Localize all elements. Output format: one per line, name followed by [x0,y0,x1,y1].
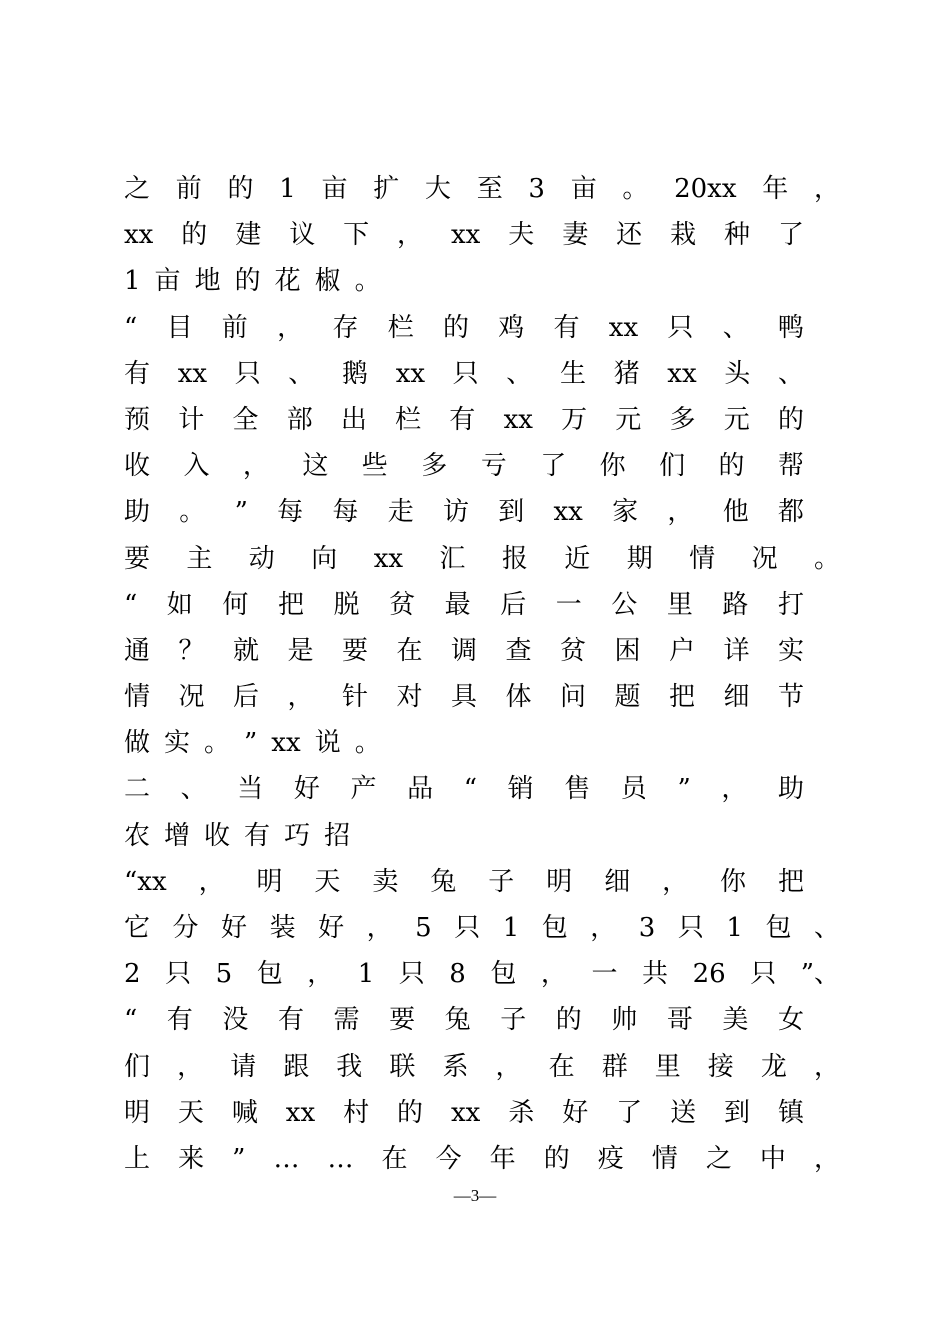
text-token: 的 [227,174,254,204]
text-token: 实 [164,728,191,759]
text-token: 好 [562,1097,589,1128]
text-token: 节 [778,682,805,713]
text-token: xx [608,312,639,343]
text-token: 的 [181,220,208,251]
text-token: 走 [387,497,414,528]
text-token: 、 [288,358,315,389]
text-token: 的 [234,266,261,297]
text-token: 题 [614,682,641,713]
text-token: 每 [332,497,359,528]
text-token: 天 [314,866,341,897]
text-token: 亩 [570,174,597,204]
text-token: 需 [333,1005,360,1036]
text-token: 近 [564,543,591,574]
text-token: 打 [778,589,805,620]
text-token: 2 [124,959,141,990]
text-token: 扩 [373,174,400,204]
text-token: 销 [507,774,534,805]
text-token: 猪 [613,358,640,389]
text-token: 村 [343,1097,370,1128]
text-token: 包 [256,959,283,990]
text-token: 1 [357,959,375,990]
text-token: 把 [669,682,696,713]
text-token: 栽 [670,220,697,251]
text-token: 出 [340,404,367,435]
text-token: 里 [654,1051,681,1082]
text-token: 了 [778,220,805,251]
text-token: ， [287,682,314,713]
text-token: 情 [124,682,151,713]
text-token: 龙 [760,1051,787,1082]
text-token: 议 [289,220,316,251]
text-token: 好 [293,774,320,805]
text-token: 你 [599,451,626,482]
text-token: “ [124,1005,138,1036]
text-token: 喊 [231,1097,258,1128]
text-token: 后 [233,682,260,713]
text-token: 1 [502,913,520,943]
text-token: 有 [449,404,476,435]
text-token: 计 [178,404,205,435]
text-token: 卖 [372,866,399,897]
text-token: 到 [498,497,525,528]
text-token: 只 [677,913,704,943]
text-token: 元 [723,404,750,435]
text-token: 农 [124,820,151,851]
text-token: 26 [692,959,726,990]
text-line [124,951,844,997]
text-token: 镇 [778,1097,805,1128]
text-token: xx [667,358,697,389]
text-token: 里 [666,589,693,620]
text-token: 好 [318,913,345,943]
text-token: 多 [669,404,696,435]
text-token: 哥 [666,1005,693,1036]
text-token: 招 [324,820,351,851]
text-token: xx [124,220,154,251]
text-token: 帅 [611,1005,638,1036]
text-token: 员 [620,774,647,805]
text-line [124,166,844,212]
text-token: 只 [234,358,261,389]
text-token: 要 [342,635,369,666]
text-token: 来 [178,1143,205,1174]
text-token: 跟 [283,1051,310,1082]
text-token: 地 [194,266,221,297]
text-token: 二 [124,774,151,805]
text-token: ” [677,774,691,805]
text-token: 3 [528,174,545,204]
text-token: 助 [124,497,151,528]
text-token: … [327,1143,354,1174]
text-token: 疫 [597,1143,624,1174]
text-token: 之 [124,174,151,204]
text-token: 亏 [480,451,507,482]
text-line [124,859,844,905]
text-token: 说 [314,728,341,759]
text-token: 详 [723,635,750,666]
text-token: 万 [561,404,588,435]
text-token: 他 [722,497,749,528]
text-token: 了 [540,451,567,482]
text-token: 到 [724,1097,751,1128]
text-token: 的 [555,1005,582,1036]
text-token: 子 [488,866,515,897]
text-token: 系 [442,1051,469,1082]
text-token: 针 [342,682,369,713]
text-token: 况 [751,543,778,574]
body-text [124,166,844,1182]
text-token: 1 [124,266,141,297]
text-token: 包 [765,913,792,943]
text-token: 最 [444,589,471,620]
text-token: ” [232,1143,246,1174]
text-token: 一 [555,589,582,620]
text-token: 助 [778,774,805,805]
text-token: 前 [221,312,248,343]
text-token: 些 [361,451,388,482]
text-token: 建 [235,220,262,251]
text-token: 下 [343,220,370,251]
text-token: 、 [722,312,749,343]
text-token: 亩 [321,174,348,204]
text-token: ， [198,866,225,897]
text-token: 增 [164,820,191,851]
text-token: 路 [722,589,749,620]
text-line [124,489,844,535]
text-token: 只 [165,959,192,990]
text-token: 种 [724,220,751,251]
text-token: 今 [435,1143,462,1174]
text-token: 汇 [439,543,466,574]
text-token: 况 [178,682,205,713]
text-token: 椒 [314,266,341,297]
text-token: xx [271,728,301,759]
text-token: 头 [724,358,751,389]
text-token: xx [373,543,404,574]
text-token: 、 [778,358,805,389]
text-token: … [273,1143,300,1174]
text-token: 8 [449,959,466,990]
text-token: 1 [726,913,743,943]
text-token: 请 [230,1051,257,1082]
text-token: 做 [124,728,151,759]
text-token: ， [814,174,841,204]
text-token: 们 [124,1051,151,1082]
text-token: 鹅 [342,358,369,389]
text-token: 情 [651,1143,678,1174]
text-token: xx [395,358,426,389]
text-line [124,905,844,951]
text-token: 在 [396,635,423,666]
text-token: 共 [642,959,669,990]
text-token: 女 [778,1005,805,1036]
text-token: “ [124,589,138,620]
text-token: 明 [256,866,283,897]
text-token: 脱 [333,589,360,620]
text-token: 向 [311,543,338,574]
text-token: ” [244,728,258,759]
text-token: 把 [278,589,305,620]
text-token: 帮 [778,451,805,482]
text-token: 品 [407,774,434,805]
text-token: 、 [180,774,207,805]
text-token: 只 [398,959,425,990]
text-token: ， [814,1143,841,1174]
text-token: ”、 [800,959,840,990]
text-token: 的 [718,451,745,482]
text-token: 中 [759,1143,786,1174]
text-token: 多 [421,451,448,482]
text-token: 没 [222,1005,249,1036]
text-token: 有 [553,312,580,343]
text-token: 明 [546,866,573,897]
text-token: 的 [443,312,470,343]
text-token: 鸭 [778,312,805,343]
text-token: 只 [452,358,479,389]
text-token: 都 [778,497,805,528]
text-token: 鸡 [498,312,525,343]
text-token: “ [124,312,138,343]
text-token: 存 [332,312,359,343]
text-token: 户 [669,635,696,666]
text-token: 兔 [444,1005,471,1036]
page-number: —3— [453,1186,497,1205]
text-token: 兔 [430,866,457,897]
text-token: “xx [124,866,167,897]
text-token: 目 [166,312,193,343]
text-token: 杀 [508,1097,535,1128]
text-token: ， [397,220,424,251]
text-token: 全 [232,404,259,435]
text-line [124,258,844,304]
text-token: 售 [564,774,591,805]
text-token: xx [503,404,533,435]
text-line [124,766,844,812]
text-token: ， [540,959,567,990]
text-token: 每 [277,497,304,528]
text-token: 上 [124,1143,151,1174]
text-token: 入 [183,451,210,482]
text-token: 的 [397,1097,424,1128]
text-token: 当 [237,774,264,805]
text-line [124,536,844,582]
text-token: 贫 [389,589,416,620]
text-token: 年 [489,1143,516,1174]
text-token: ， [242,451,269,482]
text-token: 。 [179,497,206,528]
text-token: 还 [616,220,643,251]
text-token: 美 [722,1005,749,1036]
text-token: 家 [612,497,639,528]
text-token: 巧 [284,820,311,851]
text-token: 20xx [674,174,737,204]
text-token: 我 [336,1051,363,1082]
text-token: 有 [124,358,151,389]
text-token: xx [451,1097,481,1128]
text-line [124,1044,844,1090]
text-token: ” [234,497,248,528]
text-token: ， [662,866,689,897]
text-token: 产 [350,774,377,805]
text-token: 对 [396,682,423,713]
text-line [124,212,844,258]
text-token: 3 [638,913,656,943]
text-token: 天 [177,1097,204,1128]
text-token: ， [277,312,304,343]
text-token: 分 [172,913,199,943]
text-token: 栏 [387,312,414,343]
text-token: 细 [723,682,750,713]
text-token: 联 [389,1051,416,1082]
text-token: 贫 [560,635,587,666]
text-token: 。 [354,728,381,759]
text-token: ， [814,1051,841,1082]
text-token: 有 [244,820,271,851]
text-token: xx [285,1097,316,1128]
text-line [124,443,844,489]
text-token: 是 [287,635,314,666]
text-token: 明 [124,1097,151,1128]
text-token: 在 [548,1051,575,1082]
text-token: xx [451,220,481,251]
text-token: 部 [286,404,313,435]
text-token: 。 [622,174,649,204]
text-token: 期 [626,543,653,574]
text-token: 的 [778,404,805,435]
text-token: 只 [750,959,777,990]
text-token: 收 [124,451,151,482]
text-line [124,397,844,443]
text-token: 好 [221,913,248,943]
text-token: ， [307,959,334,990]
text-token: 有 [166,1005,193,1036]
text-token: 有 [278,1005,305,1036]
text-token: 包 [490,959,517,990]
text-token: 只 [454,913,481,943]
text-token: 问 [560,682,587,713]
text-token: 前 [175,174,202,204]
text-token: 。 [814,543,841,574]
text-token: 夫 [508,220,535,251]
text-line [124,628,844,674]
text-token: 具 [451,682,478,713]
text-token: 它 [124,913,151,943]
text-token: 就 [233,635,260,666]
text-token: 何 [222,589,249,620]
text-token: 栏 [395,404,422,435]
text-token: 。 [354,266,381,297]
text-token: 年 [762,174,789,204]
text-token: 接 [707,1051,734,1082]
text-token: 、 [814,913,841,943]
text-token: “ [463,774,477,805]
text-token: 的 [543,1143,570,1174]
text-token: 只 [667,312,694,343]
text-token: xx [553,497,583,528]
text-token: ， [177,1051,204,1082]
text-token: ， [495,1051,522,1082]
text-token: 生 [560,358,587,389]
text-token: 你 [720,866,747,897]
text-token: 实 [778,635,805,666]
text-line [124,813,844,859]
text-token: 群 [601,1051,628,1082]
text-token: 这 [302,451,329,482]
text-token: 预 [124,404,151,435]
text-token: 报 [501,543,528,574]
text-token: ？ [178,635,205,666]
text-token: 动 [248,543,275,574]
text-token: 要 [124,543,151,574]
text-token: 。 [204,728,231,759]
text-token: 在 [381,1143,408,1174]
text-line [124,1090,844,1136]
text-token: 要 [389,1005,416,1036]
text-token: 查 [505,635,532,666]
text-token: 们 [659,451,686,482]
text-token: 妻 [562,220,589,251]
text-token: 情 [689,543,716,574]
text-token: 访 [443,497,470,528]
text-token: 子 [500,1005,527,1036]
text-token: 细 [604,866,631,897]
text-token: 公 [611,589,638,620]
text-token: 装 [269,913,296,943]
text-token: 通 [124,635,151,666]
text-token: 包 [541,913,568,943]
text-token: ， [366,913,393,943]
text-token: 把 [778,866,805,897]
text-token: 、 [506,358,533,389]
text-line [124,582,844,628]
text-line [124,305,844,351]
text-token: 大 [424,174,451,204]
text-line [124,351,844,397]
text-token: 困 [614,635,641,666]
text-token: 收 [204,820,231,851]
text-token: 一 [591,959,618,990]
text-token: 元 [615,404,642,435]
text-line [124,674,844,720]
text-token: 主 [186,543,213,574]
text-token: 1 [279,174,296,204]
text-token: 了 [616,1097,643,1128]
text-token: 亩 [154,266,181,297]
text-token: ， [721,774,748,805]
text-token: 之 [705,1143,732,1174]
text-line [124,1136,844,1182]
text-token: 花 [274,266,301,297]
text-token: 体 [505,682,532,713]
text-token: 后 [500,589,527,620]
text-line [124,720,844,766]
text-token: xx [177,358,208,389]
text-token: 调 [451,635,478,666]
text-token: ， [590,913,617,943]
text-token: ， [667,497,694,528]
text-token: 至 [476,174,503,204]
text-token: 5 [215,959,233,990]
text-line [124,997,844,1043]
text-token: 如 [166,589,193,620]
text-token: 送 [670,1097,697,1128]
text-token: 5 [415,913,432,943]
